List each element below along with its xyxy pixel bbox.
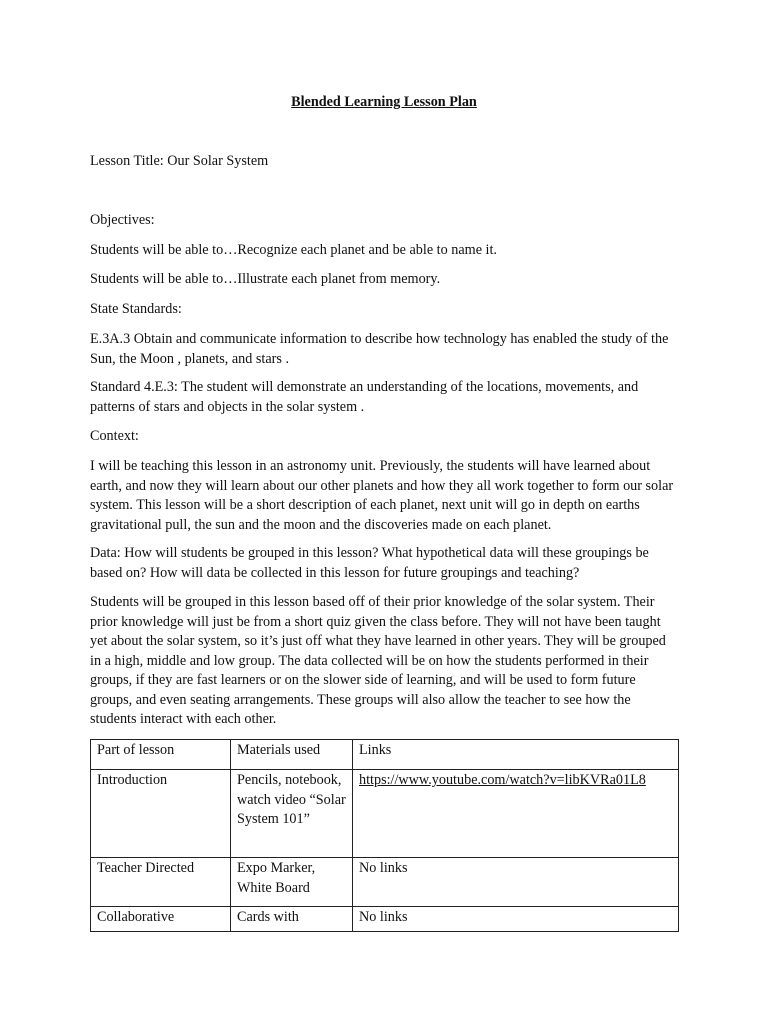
objectives-heading: Objectives:	[90, 212, 155, 228]
table-header-cell: Part of lesson	[91, 740, 231, 770]
table-row	[91, 770, 679, 858]
table-cell-links	[353, 770, 679, 858]
standards-heading: State Standards:	[90, 301, 182, 317]
table-cell-links: No links	[353, 858, 679, 907]
standard-1: E.3A.3 Obtain and communicate information to describe how technology has enabled the study of the Sun, the Moon , planets, and stars .	[90, 331, 669, 367]
objective-1: Students will be able to…Recognize each planet and be able to name it.	[90, 242, 497, 258]
context-heading: Context:	[90, 428, 139, 444]
table-header-cell: Links	[353, 740, 679, 770]
lesson-title: Lesson Title: Our Solar System	[90, 153, 269, 169]
table-cell-part: Collaborative	[91, 907, 231, 932]
table-cell-part: Introduction	[91, 770, 231, 858]
context-paragraph: I will be teaching this lesson in an astronomy unit. Previously, the students will have learned about earth, and now they will learn about our other planets and how they all work together to form our solar system. This lesson will be a short description of each planet, next unit will go in depth on earths gravitational pull, the sun and the moon and the discoveries made on each planet.	[90, 458, 674, 533]
objective-2: Students will be able to…Illustrate each planet from memory.	[90, 271, 441, 287]
document-title: Blended Learning Lesson Plan	[291, 94, 477, 110]
table-cell-materials: Cards with	[231, 907, 353, 932]
table-cell-materials: Pencils, notebook, watch video “Solar System 101”	[231, 770, 353, 858]
table-cell-materials: Expo Marker, White Board	[231, 858, 353, 907]
table-header-cell: Materials used	[231, 740, 353, 770]
video-link[interactable]: https://www.youtube.com/watch?v=libKVRa01L8	[359, 772, 646, 788]
table-row	[91, 858, 679, 907]
data-question: Data: How will students be grouped in this lesson? What hypothetical data will these groupings be based on? How will data be collected in this lesson for future groupings and teaching?	[90, 545, 649, 581]
standard-2: Standard 4.E.3: The student will demonstrate an understanding of the locations, movements, and patterns of stars and objects in the solar system .	[90, 379, 639, 415]
lesson-table	[90, 739, 679, 932]
table-cell-links: No links	[353, 907, 679, 932]
table-header-row	[91, 740, 679, 770]
data-answer: Students will be grouped in this lesson based off of their prior knowledge of the solar system. Their prior knowledge will just be from a short quiz given the class before. They will not have been taught yet about the solar system, so it’s just off what they have learned in other years. They will be grouped in a high, middle and low group. The data collected will be on how the students performed in their groups, if they are fast learners or on the slower side of learning, and will be used to form future groups, and even seating arrangements. These groups will also allow the teacher to see how the students interact with each other.	[90, 594, 666, 727]
table-row	[91, 907, 679, 932]
table-cell-part: Teacher Directed	[91, 858, 231, 907]
